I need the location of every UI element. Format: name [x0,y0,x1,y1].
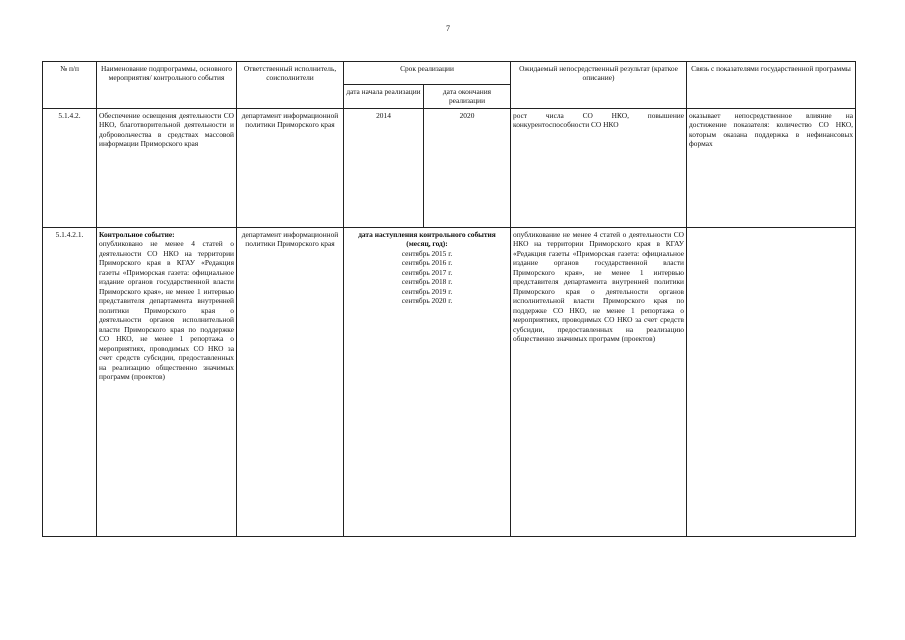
row-responsible: департамент информационной политики Приморского края [237,227,344,536]
program-table [42,61,856,537]
date-item: сентябрь 2020 г. [401,296,453,306]
date-item: сентябрь 2019 г. [401,286,453,296]
control-event-text: опубликовано не менее 4 статей о деятельности СО НКО на территории Приморского края в КГАУ «Редакция газеты «Приморская газета: официальное издание органов государственной власти Приморского края», не менее 1 интервью представителя департамента внутренней политики Приморского края о деятельности органов исполнительной власти Приморского края по поддержке СО НКО, не менее 1 репортажа о мероприятиях, проводимых СО НКО за счет средств субсидии, предоставленных на реализацию общественно значимых программ (проектов) [99,239,234,381]
row-link [687,227,856,536]
row-start: 2014 [344,108,424,227]
row-end: 2020 [424,108,511,227]
date-item: сентябрь 2017 г. [401,267,453,277]
header-responsible: Ответственный исполнитель, соисполнители [237,62,344,109]
header-start: дата начала реализации [344,85,424,109]
row-result: рост числа СО НКО, повышение конкурентоспособности СО НКО [511,108,687,227]
date-item: сентябрь 2018 г. [401,277,453,287]
row-name [97,227,237,536]
table-row [43,108,856,227]
row-num: 5.1.4.2.1. [43,227,97,536]
header-end: дата окончания реализации [424,85,511,109]
row-dates [344,227,511,536]
header-result: Ожидаемый непосредственный результат (краткое описание) [511,62,687,109]
date-item: сентябрь 2015 г. [401,248,453,258]
table-row [43,227,856,536]
header-name: Наименование подпрограммы, основного мероприятия/ контрольного события [97,62,237,109]
header-link: Связь с показателями государственной программы [687,62,856,109]
header-num: № п/п [43,62,97,109]
header-period: Срок реализации [344,62,511,85]
page-number: 7 [446,24,450,33]
dates-title: дата наступления контрольного события (месяц, год): [358,229,496,249]
row-name: Обеспечение освещения деятельности СО НКО, благотворительной деятельности и добровольчества в средствах массовой информации Приморского края [97,108,237,227]
row-result: опубликование не менее 4 статей о деятельности СО НКО на территории Приморского края в КГАУ «Редакция газеты «Приморская газета: официальное издание органов государственной власти Приморского края», не менее 1 интервью представителя департамента внутренней политики Приморского края о деятельности органов исполнительной власти Приморского края по поддержке СО НКО, не менее 1 репортажа о мероприятиях, проводимых СО НКО за счет средств субсидии, предоставленных на реализацию общественно значимых программ (проектов) [511,227,687,536]
control-event-title: Контрольное событие: [99,229,175,239]
row-responsible: департамент информационной политики Приморского края [237,108,344,227]
row-num: 5.1.4.2. [43,108,97,227]
table-header-row [43,62,856,85]
row-link: оказывает непосредственное влияние на достижение показателя: количество СО НКО, которым оказана поддержка в нефинансовых формах [687,108,856,227]
date-item: сентябрь 2016 г. [401,258,453,268]
